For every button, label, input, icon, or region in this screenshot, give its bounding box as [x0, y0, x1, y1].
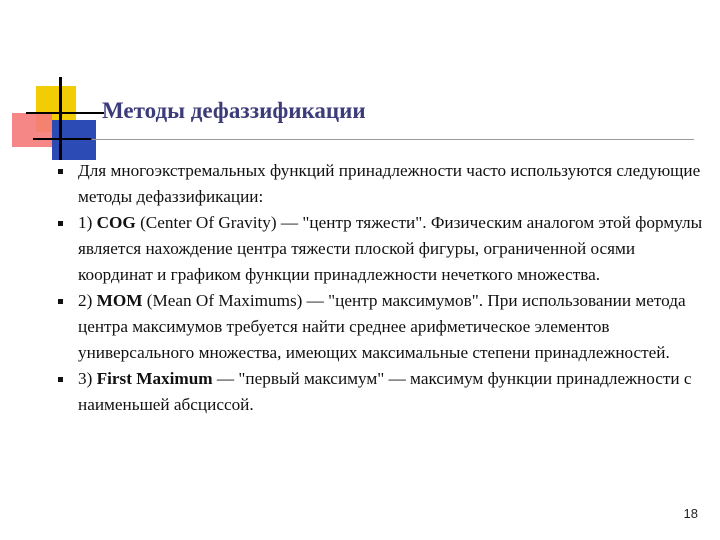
item-prefix: 1)	[78, 213, 97, 232]
item-text: Для многоэкстремальных функций принадлежности часто используются следующие методы дефаззификации:	[78, 161, 701, 206]
item-text: (Center Of Gravity) — "центр тяжести". Физическим аналогом этой формулы является нахождение центра тяжести плоской фигуры, ограниченной осями координат и графиком функции принадлежности нечеткого множества.	[78, 213, 703, 284]
item-term: MOM	[96, 291, 143, 310]
item-term: COG	[96, 213, 136, 232]
square-bullet-icon	[58, 377, 63, 382]
decor-red-square	[12, 113, 52, 147]
list-item	[30, 288, 710, 366]
page-number: 18	[683, 506, 698, 521]
square-bullet-icon	[58, 169, 63, 174]
title-underline	[92, 139, 694, 140]
slide-title: Методы дефаззификации	[102, 98, 366, 123]
item-prefix: 3)	[78, 369, 97, 388]
decor-horizontal-line	[26, 112, 104, 114]
list-item	[30, 210, 710, 288]
item-text: — "первый максимум" — максимум функции принадлежности с наименьшей абсциссой.	[78, 369, 692, 414]
item-prefix: 2)	[78, 291, 97, 310]
decor-horizontal-line	[33, 138, 91, 140]
item-text: (Mean Of Maximums) — "центр максимумов". При использовании метода центра максимумов требуется найти среднее арифметическое элементов универсального множества, имеющих максимальные степени принадлежностей.	[78, 291, 686, 362]
square-bullet-icon	[58, 221, 63, 226]
bullet-list	[30, 158, 710, 418]
decor-vertical-line	[59, 77, 62, 160]
list-item	[30, 366, 710, 418]
item-term: First Maximum	[96, 369, 213, 388]
list-item	[30, 158, 710, 210]
square-bullet-icon	[58, 299, 63, 304]
